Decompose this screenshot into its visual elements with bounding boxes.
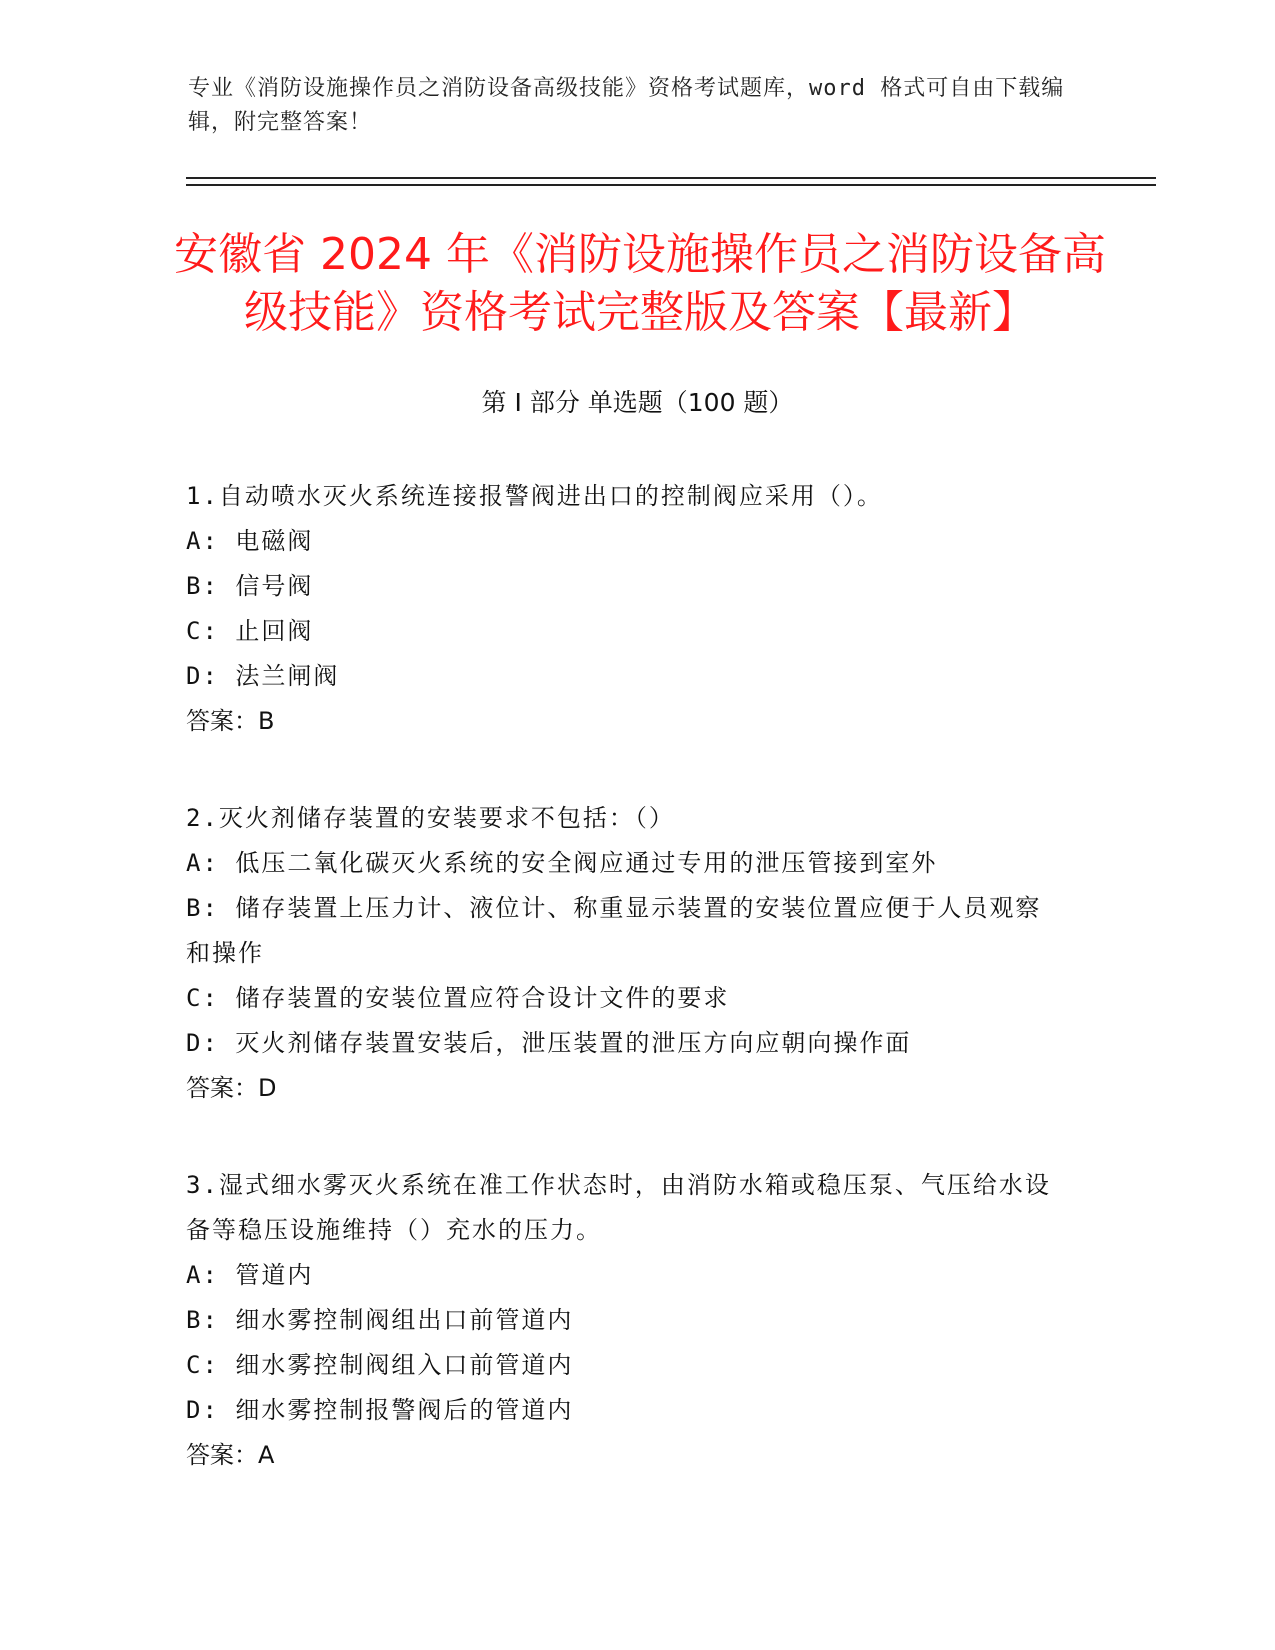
- header-divider-bottom: [186, 184, 1156, 186]
- question-3: [186, 1163, 1066, 1478]
- answer: 答案：A: [186, 1441, 275, 1469]
- option-d: D: 法兰闸阀: [186, 662, 340, 690]
- option-c: C: 止回阀: [186, 617, 314, 645]
- question-2: [186, 796, 1066, 1111]
- option-c: C: 储存装置的安装位置应符合设计文件的要求: [186, 984, 730, 1012]
- section-heading: 第 I 部分 单选题（100 题）: [481, 388, 794, 417]
- answer: 答案：D: [186, 1074, 277, 1102]
- answer: 答案：B: [186, 707, 275, 735]
- option-b: B: 信号阀: [186, 572, 314, 600]
- option-d: D: 灭火剂储存装置安装后，泄压装置的泄压方向应朝向操作面: [186, 1029, 912, 1057]
- option-c: C: 细水雾控制阀组入口前管道内: [186, 1351, 574, 1379]
- option-b: B: 储存装置上压力计、液位计、称重显示装置的安装位置应便于人员观察和操作: [186, 894, 1042, 967]
- question-list: [186, 474, 1066, 1530]
- question-1: [186, 474, 1066, 744]
- option-a: A: 管道内: [186, 1261, 314, 1289]
- document-title: 安徽省 2024 年《消防设施操作员之消防设备高级技能》资格考试完整版及答案【最新】: [174, 229, 1106, 338]
- question-stem: 3.湿式细水雾灭火系统在准工作状态时，由消防水箱或稳压泵、气压给水设备等稳压设施维持（）充水的压力。: [186, 1171, 1051, 1244]
- option-b: B: 细水雾控制阀组出口前管道内: [186, 1306, 574, 1334]
- question-stem: 1.自动喷水灭火系统连接报警阀进出口的控制阀应采用（）。: [186, 482, 883, 510]
- option-a: A: 低压二氧化碳灭火系统的安全阀应通过专用的泄压管接到室外: [186, 849, 938, 877]
- option-d: D: 细水雾控制报警阀后的管道内: [186, 1396, 574, 1424]
- question-stem: 2.灭火剂储存装置的安装要求不包括：（）: [186, 804, 675, 832]
- header-note: 专业《消防设施操作员之消防设备高级技能》资格考试题库，word 格式可自由下载编辑，附完整答案！: [188, 76, 1065, 135]
- header-divider-top: [186, 177, 1156, 179]
- option-a: A: 电磁阀: [186, 527, 314, 555]
